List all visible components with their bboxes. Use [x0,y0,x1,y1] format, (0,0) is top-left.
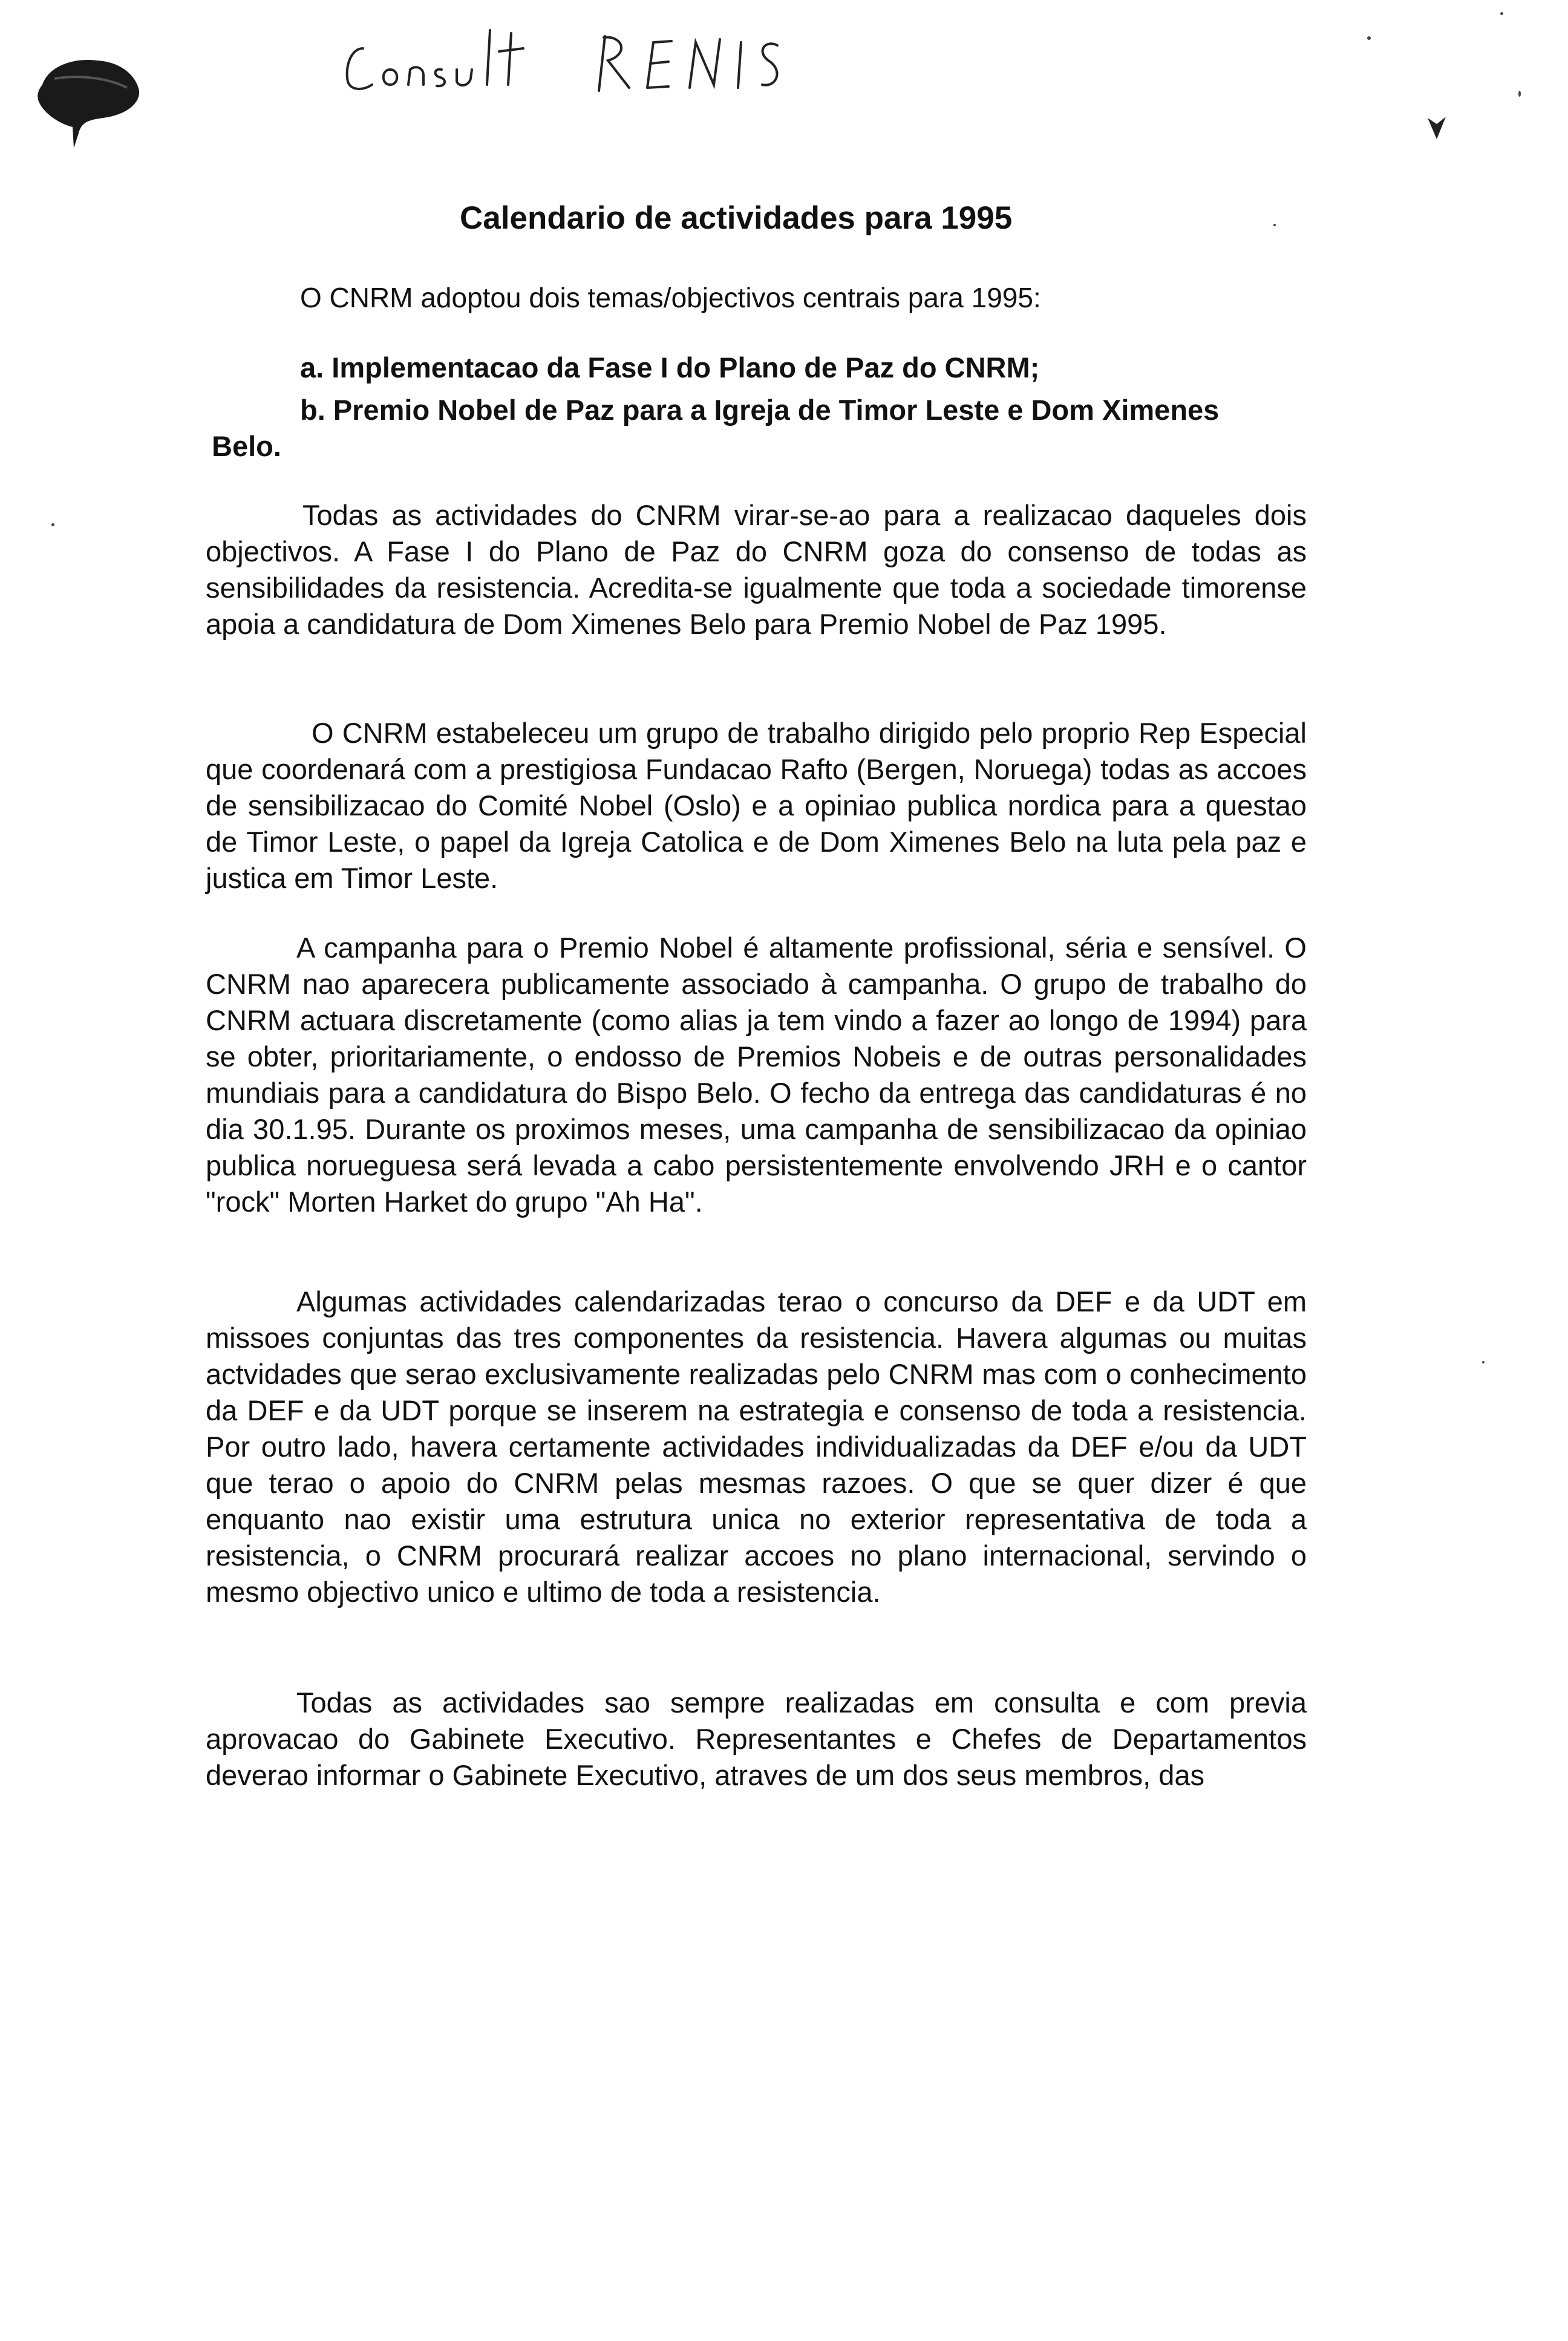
goal-item-b-continuation: Belo. [212,430,281,462]
goal-item-b: b. Premio Nobel de Paz para a Igreja de Timor Leste e Dom Ximenes [300,394,1220,426]
handwritten-annotation [339,24,835,103]
scan-speck [51,523,54,526]
scan-speck [1500,12,1503,15]
paragraph-1 [206,497,1307,642]
paragraph-text: Algumas actividades calendarizadas terao o concurso da DEF e da UDT em missoes conjuntas das tres componentes da resistencia. Havera algumas ou muitas actvidades que serao exclusivamente realizadas pelo CNRM mas com o conhecimento da DEF e da UDT porque se inserem na estrategia e consenso de toda a resistencia. Por outro lado, havera certamente actividades individualizadas da DEF e/ou da UDT que terao o apoio do CNRM pelas mesmas razoes. O que se quer dizer é que enquanto nao existir uma estrutura unica no exterior representativa de toda a resistencia, o CNRM procurará realizar accoes no plano internacional, servindo o mesmo objectivo unico e ultimo de toda a resistencia. [206,1285,1307,1608]
scan-speck [1518,91,1521,97]
paragraph-2 [206,715,1307,896]
paragraph-text: O CNRM estabeleceu um grupo de trabalho dirigido pelo proprio Rep Especial que coordenará com a prestigiosa Fundacao Rafto (Bergen, Noruega) todas as accoes de sensibilizacao do Comité Nobel (Oslo) e a opiniao publica nordica para a questao de Timor Leste, o papel da Igreja Catolica e de Dom Ximenes Belo na luta pela paz e justica em Timor Leste. [206,717,1307,894]
scan-speck [1273,224,1276,226]
ink-blot-icon [30,42,145,151]
document-title: Calendario de actividades para 1995 [460,200,1013,236]
goal-item-a: a. Implementacao da Fase I do Plano de Paz do CNRM; [300,351,1040,384]
scan-speck [1367,36,1371,40]
paragraph-text: Todas as actividades do CNRM virar-se-ao para a realizacao daqueles dois objectivos. A Fase I do Plano de Paz do CNRM goza do consenso de todas as sensibilidades da resistencia. Acredita-se igualmente que toda a sociedade timorense apoia a candidatura de Dom Ximenes Belo para Premio Nobel de Paz 1995. [206,499,1307,640]
ink-mark-icon [1425,112,1449,142]
paragraph-text: Todas as actividades sao sempre realizadas em consulta e com previa aprovacao do Gabinete Executivo. Representantes e Chefes de Departamentos deverao informar o Gabinete Executivo, atraves de um dos seus membros, das [206,1686,1307,1791]
paragraph-3 [206,930,1307,1220]
paragraph-text: A campanha para o Premio Nobel é altamente profissional, séria e sensível. O CNRM nao aparecera publicamente associado à campanha. O grupo de trabalho do CNRM actuara discretamente (como alias ja tem vindo a fazer ao longo de 1994) para se obter, prioritariamente, o endosso de Premios Nobeis e de outras personalidades mundiais para a candidatura do Bispo Belo. O fecho da entrega das candidaturas é no dia 30.1.95. Durante os proximos meses, uma campanha de sensibilizacao da opiniao publica norueguesa será levada a cabo persistentemente envolvendo JRH e o cantor "rock" Morten Harket do grupo "Ah Ha". [206,932,1307,1218]
paragraph-4 [206,1284,1307,1610]
paragraph-5 [206,1685,1307,1794]
scan-speck [1482,1361,1485,1363]
intro-sentence: O CNRM adoptou dois temas/objectivos centrais para 1995: [300,282,1041,313]
